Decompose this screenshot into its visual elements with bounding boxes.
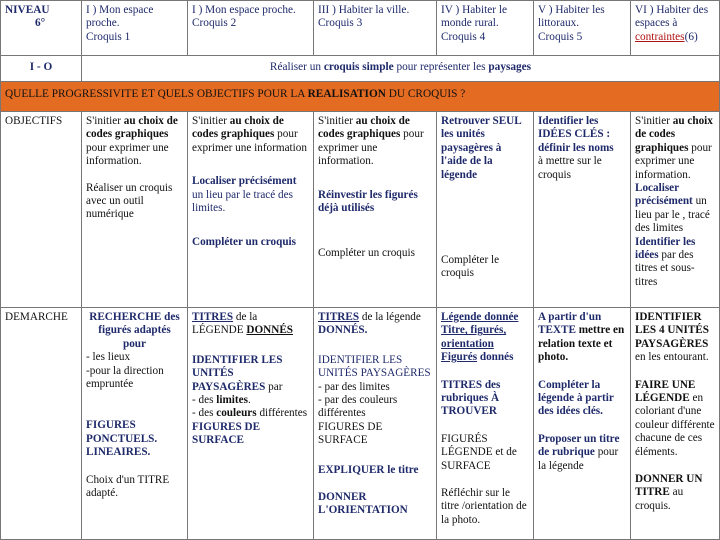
dem1-p1-post: - les lieux -pour la direction empruntée [86, 351, 164, 391]
io-sentence-cell [81, 55, 720, 82]
objectifs-label: OBJECTIFS [5, 115, 63, 127]
io-code-cell [0, 55, 82, 82]
obj6-pre: S'initier [635, 115, 673, 127]
level-5-header [533, 0, 631, 56]
dem6-p2-post: en coloriant d'une couleur différente chacune de ces éléments. [635, 392, 715, 458]
dem2-p3-couleurs: couleurs [216, 407, 257, 420]
dem6-p3-bold: DONNER UN TITRE [635, 473, 703, 499]
dem4-p4: Réfléchir sur le titre /orientation de la photo. [441, 487, 527, 526]
level-3-croquis: Croquis 3 [318, 17, 363, 30]
niveau-label: NIVEAU [5, 4, 50, 16]
obj3-bold: au choix de codes graphiques [318, 115, 410, 141]
obj2-p2-post: un lieu par le tracé des limites. [192, 188, 293, 215]
dem5-texte: TEXTE [538, 324, 576, 337]
dem2-donnes: DONNÉS [246, 324, 293, 337]
obj1-bold: au choix de codes graphiques [86, 115, 178, 141]
dem2-p3-mid: . - des [192, 394, 251, 420]
dem2-legende: de la LÉGENDE [192, 311, 258, 337]
demarche-c2 [187, 307, 314, 540]
level-4-croquis: Croquis 4 [441, 30, 486, 43]
level-5-title: V ) Habiter les littoraux. [538, 4, 605, 30]
dem5-post: mettre en relation texte et photo. [538, 324, 625, 364]
level-2-title: I ) Mon espace proche. [192, 4, 296, 16]
level-1-title: I ) Mon espace proche. [86, 4, 154, 30]
dem3-p4: EXPLIQUER le titre [318, 463, 419, 476]
dem6-p1-bold: IDENTIFIER LES 4 UNITÉS PAYSAGÈRES [635, 311, 709, 350]
niveau-cell [0, 0, 82, 56]
obj2-pre: S'initier [192, 115, 230, 127]
dem5-a-partir: A partir d'un [538, 311, 602, 323]
obj2-p3: Compléter un croquis [192, 236, 297, 249]
demarche-label-cell [0, 307, 82, 540]
dem4-titre: Titre, figurés, orientation [441, 324, 507, 350]
obj1-p2: Réaliser un croquis avec un outil numérique [86, 181, 173, 221]
dem6-p2-bold: FAIRE UNE LÉGENDE [635, 378, 696, 405]
level-1-croquis: Croquis 1 [86, 30, 131, 43]
obj6-p2-post: un lieu par le , tracé des limites [635, 195, 710, 235]
demarche-c4 [436, 307, 534, 540]
obj2-post: pour exprimer une information [192, 128, 307, 154]
level-5-croquis: Croquis 5 [538, 30, 583, 43]
obj4-p2: Compléter le croquis [441, 254, 500, 280]
obj3-post: pour exprimer une information. [318, 128, 424, 168]
dem6-p3-post: au croquis. [635, 486, 684, 512]
demarche-c5 [533, 307, 631, 540]
level-6-title: VI ) Habiter des espaces à [635, 4, 709, 30]
level-1-header [81, 0, 188, 56]
dem3-p5: DONNER L'ORIENTATION [318, 491, 408, 517]
obj2-p2-bold: Localiser précisément [192, 175, 297, 188]
demarche-c3 [313, 307, 437, 540]
dem3-titres: TITRES [318, 311, 360, 323]
obj6-post: pour exprimer une information. [635, 141, 712, 181]
objectifs-c1 [81, 111, 188, 308]
dem4-p2: TITRES des rubriques À TROUVER [441, 378, 501, 418]
dem3-legende: de la légende [359, 311, 421, 323]
level-3-header [313, 0, 437, 56]
objectifs-c5 [533, 111, 631, 308]
objectifs-label-cell [0, 111, 82, 308]
level-2-header [187, 0, 314, 56]
level-2-croquis: Croquis 2 [192, 17, 237, 30]
objectifs-c2 [187, 111, 314, 308]
obj4-p1: Retrouver SEUL les unités paysagères à l'aide de la légende [441, 115, 522, 181]
io-sentence-bold: croquis simple [323, 61, 394, 73]
demarche-c6 [630, 307, 720, 540]
dem3-p2: IDENTIFIER LES UNITÉS PAYSAGÈRES [318, 353, 431, 380]
dem2-p2-post: par [265, 380, 283, 393]
io-code: I - O [29, 61, 53, 73]
level-6-title-contraintes: contraintes [635, 30, 685, 43]
level-4-title: IV ) Habiter le monde rural. [441, 4, 507, 30]
level-3-title: III ) Habiter la ville. [318, 4, 410, 16]
question-banner [0, 81, 720, 112]
dem3-p3: - par des limites - par des couleurs différentes FIGURES DE SURFACE [318, 380, 398, 447]
obj3-p2: Réinvestir les figurés déjà utilisés [318, 188, 418, 215]
obj6-p3-bold: Identifier les idées [635, 235, 696, 262]
dem4-donnes: donnés [477, 351, 514, 364]
dem1-p1-bold: RECHERCHE des figurés adaptés pour [89, 311, 180, 350]
obj2-bold: au choix de codes graphiques [192, 115, 284, 141]
dem4-figures: Figurés [441, 351, 478, 364]
dem4-legende: Légende donnée [441, 311, 519, 323]
banner-pre: QUELLE PROGRESSIVITE ET QUELS OBJECTIFS POUR LA [5, 88, 308, 100]
objectifs-c6 [630, 111, 720, 308]
dem6-p1-post: en les entourant. [635, 351, 709, 364]
dem2-p3-limites: limites [216, 394, 248, 407]
obj6-bold: au choix de codes graphiques [635, 115, 713, 154]
dem4-p3: FIGURÉS LÉGENDE et de SURFACE [441, 432, 517, 472]
dem5-p3-post: pour la légende [538, 446, 619, 472]
obj3-pre: S'initier [318, 115, 356, 127]
io-sentence-post: pour représenter les [393, 61, 489, 73]
io-sentence-bold2: paysages [488, 61, 532, 73]
dem1-p2: FIGURES PONCTUELS. LINEAIRES. [86, 419, 158, 459]
banner-post: DU CROQUIS ? [385, 88, 466, 100]
level-6-header [630, 0, 720, 56]
dem2-p3-post: différentes [256, 407, 308, 420]
level-4-header [436, 0, 534, 56]
obj5-p1: Identifier les IDÉES CLÉS : définir les noms [538, 115, 614, 154]
dem3-donnes: DONNÉS. [318, 324, 368, 337]
dem2-titres: TITRES [192, 311, 234, 323]
niveau-value: 6° [35, 17, 46, 30]
level-6-title-end: (6) [684, 30, 698, 43]
dem1-p3: Choix d'un TITRE adapté. [86, 473, 170, 500]
obj1-pre: S'initier [86, 115, 124, 127]
dem2-p2-bold: IDENTIFIER LES UNITÉS PAYSAGÈRES [192, 353, 283, 393]
obj6-p2-bold: Localiser précisément [635, 182, 693, 208]
banner-bold: REALISATION [307, 88, 386, 100]
dem5-p3: Proposer un titre de rubrique [538, 432, 620, 459]
obj3-p3: Compléter un croquis [318, 247, 415, 260]
objectifs-c3 [313, 111, 437, 308]
io-sentence-pre: Réaliser un [269, 61, 324, 73]
demarche-label: DEMARCHE [5, 311, 68, 323]
obj1-post: pour exprimer une information. [86, 141, 169, 168]
obj6-p3-post: par des titres et sous-titres [635, 249, 695, 288]
objectifs-c4 [436, 111, 534, 308]
dem2-p3-pre: - des [192, 394, 217, 407]
dem2-p4: FIGURES DE SURFACE [192, 420, 261, 447]
demarche-c1 [81, 307, 188, 540]
obj5-p2: à mettre sur le croquis [538, 155, 602, 181]
dem5-p2: Compléter la légende à partir des idées clés. [538, 378, 614, 418]
